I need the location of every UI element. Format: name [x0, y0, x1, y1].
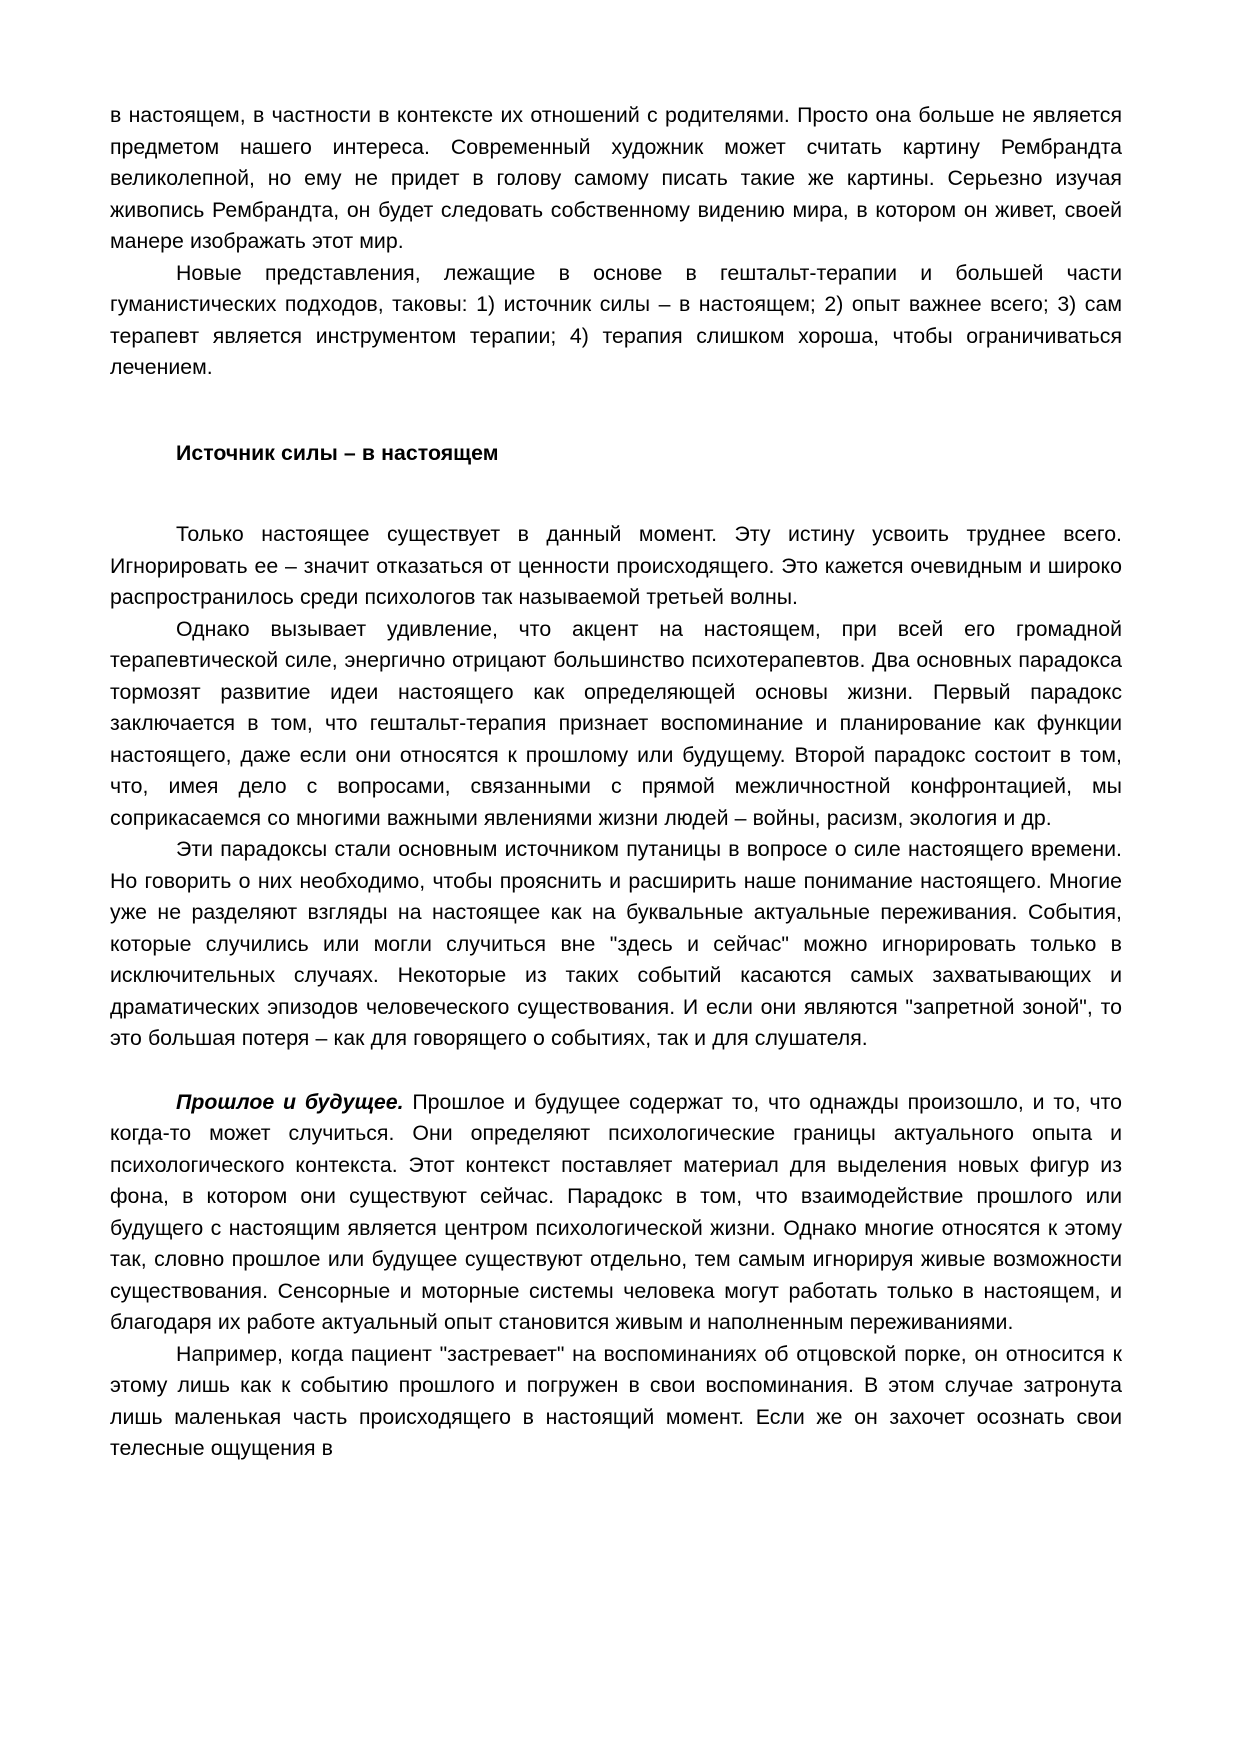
paragraph-continuation: в настоящем, в частности в контексте их отношений с родителями. Просто она больше не является предметом нашего интереса. Современный художник может считать картину Рембрандта великолепной, но ему не придет в голову самому писать такие же картины. Серьезно изучая живопись Рембрандта, он будет следовать собственному видению мира, в котором он живет, своей манере изображать этот мир. [110, 103, 1122, 253]
runin-heading-past-future: Прошлое и будущее. [176, 1089, 404, 1114]
paragraph-example-patient: Например, когда пациент "застревает" на воспоминаниях об отцовской порке, он относится к этому лишь как к событию прошлого и погружен в свои воспоминания. В этом случае затронута лишь маленькая часть происходящего в настоящий момент. Если же он захочет осознать свои телесные ощущения в [110, 1341, 1122, 1460]
paragraph-past-and-future [110, 1087, 1122, 1339]
spacer-after-heading [110, 469, 1122, 519]
paragraph-only-present: Только настоящее существует в данный момент. Эту истину усвоить труднее всего. Игнорировать ее – значит отказаться от ценности происходящего. Это кажется очевидным и широко распространилось среди психологов так называемой третьей волны. [110, 522, 1122, 609]
paragraph-new-concepts: Новые представления, лежащие в основе в гештальт-терапии и большей части гуманистических подходов, таковы: 1) источник силы – в настоящем; 2) опыт важнее всего; 3) сам терапевт является инструментом терапии; 4) терапия слишком хороша, чтобы ограничиваться лечением. [110, 260, 1122, 379]
spacer-before-past-future [110, 1055, 1122, 1087]
paragraph-past-future-text: Прошлое и будущее содержат то, что однажды произошло, и то, что когда-то может случиться. Они определяют психологические границы актуального опыта и психологического контекста. Этот контекст поставляет материал для выделения новых фигур из фона, в котором они существуют сейчас. Парадокс в том, что взаимодействие прошлого или будущего с настоящим является центром психологической жизни. Однако многие относятся к этому так, словно прошлое или будущее существуют отдельно, тем самым игнорируя живые возможности существования. Сенсорные и моторные системы человека могут работать только в настоящем, и благодаря их работе актуальный опыт становится живым и наполненным переживаниями. [110, 1089, 1122, 1334]
section-heading-source-of-power: Источник силы – в настоящем [176, 440, 499, 465]
paragraph-surprise-paradoxes: Однако вызывает удивление, что акцент на настоящем, при всей его громадной терапевтической силе, энергично отрицают большинство психотерапевтов. Два основных парадокса тормозят развитие идеи настоящего как определяющей основы жизни. Первый парадокс заключается в том, что гештальт-терапия признает воспоминание и планирование как функции настоящего, даже если они относятся к прошлому или будущему. Второй парадокс состоит в том, что, имея дело с вопросами, связанными с прямой межличностной конфронтацией, мы соприкасаемся со многими важными явлениями жизни людей – войны, расизм, экология и др. [110, 616, 1122, 830]
paragraph-paradoxes-confusion: Эти парадоксы стали основным источником путаницы в вопросе о силе настоящего времени. Но говорить о них необходимо, чтобы прояснить и расширить наше понимание настоящего. Многие уже не разделяют взгляды на настоящее как на буквальные актуальные переживания. События, которые случились или могли случиться вне "здесь и сейчас" можно игнорировать только в исключительных случаях. Некоторые из таких событий касаются самых захватывающих и драматических эпизодов человеческого существования. И если они являются "запретной зоной", то это большая потеря – как для говорящего о событиях, так и для слушателя. [110, 837, 1122, 1050]
spacer-before-heading [110, 384, 1122, 438]
document-body [110, 100, 1122, 1465]
